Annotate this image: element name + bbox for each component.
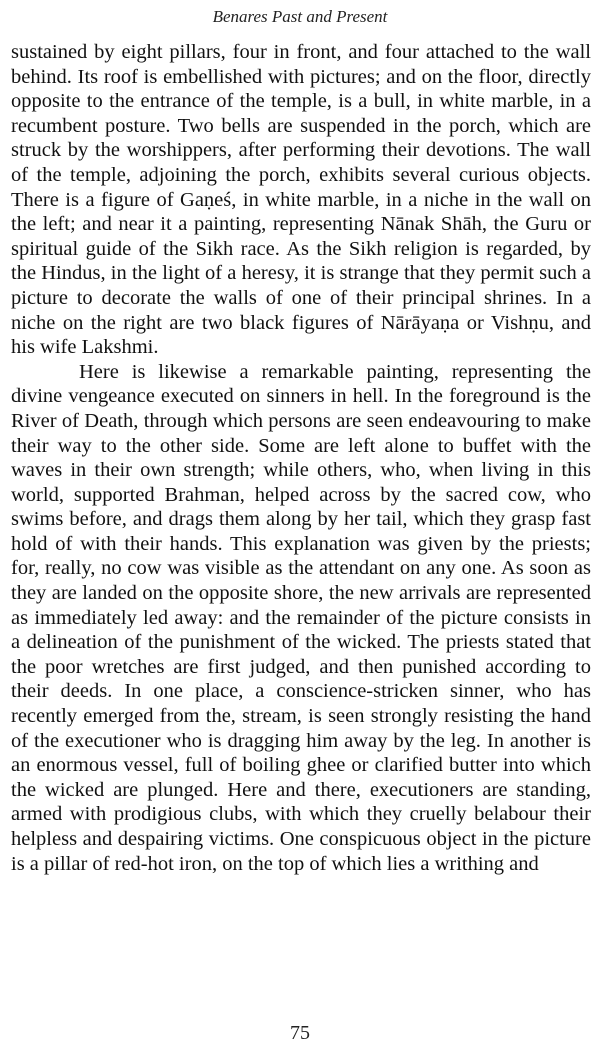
paragraph-continued: sustained by eight pillars, four in front, and four attached to the wall behind. Its roof is embellished with pictures; and on the floor, directly opposite to the entrance of the temple, is a bull, in white marble, in a recumbent posture. Two bells are suspended in the porch, which are struck by the worshippers, after performing their devotions. The wall of the temple, adjoining the porch, exhibits several curious objects. There is a figure of Gaṇeś, in white marble, in a niche in the wall on the left; and near it a painting, representing Nānak Shāh, the Guru or spiritual guide of the Sikh race. As the Sikh religion is regarded, by the Hindus, in the light of a heresy, it is strange that they permit such a picture to decorate the walls of one of their principal shrines. In a niche on the right are two black figures of Nārāyaṇa or Vishṇu, and his wife Lakshmi.: [11, 41, 591, 359]
page-body: [11, 40, 591, 876]
running-head: Benares Past and Present: [212, 7, 388, 26]
paragraph-painting: Here is likewise a remarkable painting, representing the divine vengeance executed on sinners in hell. In the foreground is the River of Death, through which persons are seen endeavouring to make their way to the other side. Some are left alone to buffet with the waves in their own strength; while others, who, when living in this world, supported Brahman, helped across by the sacred cow, who swims before, and drags them along by her tail, which they grasp fast hold of with their hands. This explanation was given by the priests; for, really, no cow was visible as the attendant on any one. As soon as they are landed on the opposite shore, the new arrivals are represented as immediately led away: and the remainder of the picture consists in a delineation of the punishment of the wicked. The priests stated that the poor wretches are first judged, and then punished according to their deeds. In one place, a conscience-stricken sinner, who has recently emerged from the, stream, is seen strongly resisting the hand of the executioner who is dragging him away by the leg. In another is an enormous vessel, full of boiling ghee or clarified butter into which the wicked are plunged. Here and there, executioners are standing, armed with prodigious clubs, with which they cruelly belabour their helpless and despairing victims. One conspicuous object in the picture is a pillar of red-hot iron, on the top of which lies a writhing and: [11, 360, 591, 875]
page-number: 75: [290, 1022, 310, 1044]
